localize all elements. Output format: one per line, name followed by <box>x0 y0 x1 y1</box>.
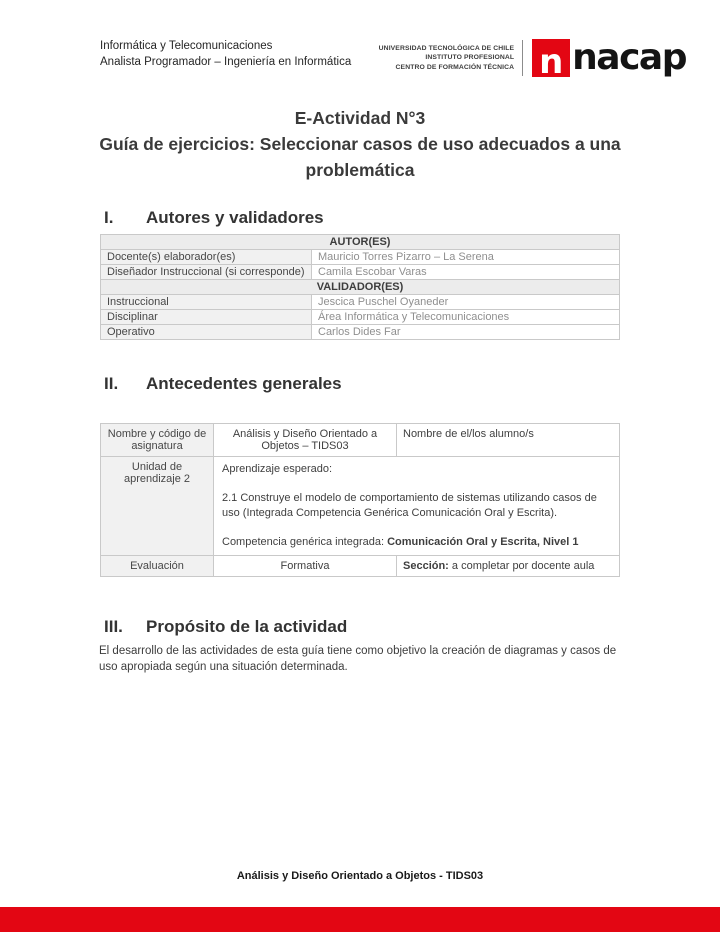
department-line-1: Informática y Telecomunicaciones <box>100 40 273 52</box>
inacap-wordmark: nacap <box>572 37 686 78</box>
section-ii-heading <box>104 374 720 394</box>
validadores-header-cell: VALIDADOR(ES) <box>101 280 620 295</box>
competencia-line <box>222 535 611 550</box>
logo-mark-letter: n <box>539 42 564 77</box>
aprendizaje-cell <box>214 457 620 556</box>
seccion-cell <box>397 556 620 577</box>
asignatura-value-cell: Análisis y Diseño Orientado a Objetos – TIDS03 <box>214 424 397 457</box>
table-row <box>101 457 620 556</box>
document-title-line-1: E-Actividad N°3 <box>294 108 426 128</box>
section-ii-number: II. <box>104 374 119 393</box>
competencia-prefix: Competencia genérica integrada: <box>222 536 388 548</box>
row-value: Camila Escobar Varas <box>312 265 620 280</box>
section-iii-heading <box>104 617 720 637</box>
table-row <box>101 424 620 457</box>
row-value: Carlos Dides Far <box>312 325 620 340</box>
autores-table <box>100 234 620 340</box>
row-label: Diseñador Instruccional (si corresponde) <box>101 265 312 280</box>
table-row <box>101 235 620 250</box>
footer-course-label: Análisis y Diseño Orientado a Objetos - TIDS03 <box>236 870 484 882</box>
evaluacion-label-cell: Evaluación <box>101 556 214 577</box>
logo-divider <box>522 40 523 76</box>
document-title <box>90 105 630 183</box>
antecedentes-table <box>100 423 620 577</box>
alumno-label-cell: Nombre de el/los alumno/s <box>397 424 620 457</box>
logo-org-text <box>379 44 515 73</box>
footer-red-bar <box>0 907 720 932</box>
unidad-label-cell: Unidad de aprendizaje 2 <box>101 457 214 556</box>
section-ii-title: Antecedentes generales <box>146 374 342 393</box>
asignatura-label-cell: Nombre y código de asignatura <box>101 424 214 457</box>
document-title-line-2: Guía de ejercicios: Seleccionar casos de uso adecuados a una problemática <box>99 134 621 180</box>
inacap-logo <box>379 39 686 77</box>
row-value: Área Informática y Telecomunicaciones <box>312 310 620 325</box>
inacap-logo-mark-icon <box>532 39 570 77</box>
competencia-bold: Comunicación Oral y Escrita, Nivel 1 <box>387 536 579 548</box>
section-iii-number: III. <box>104 617 123 636</box>
table-row <box>101 265 620 280</box>
department-line-2: Analista Programador – Ingeniería en Informática <box>100 56 352 68</box>
row-label: Disciplinar <box>101 310 312 325</box>
autores-header-cell: AUTOR(ES) <box>101 235 620 250</box>
logo-org-line-3: CENTRO DE FORMACIÓN TÉCNICA <box>395 63 515 71</box>
row-label: Docente(s) elaborador(es) <box>101 250 312 265</box>
row-label: Instruccional <box>101 295 312 310</box>
aprendizaje-title: Aprendizaje esperado: <box>222 463 333 475</box>
proposito-paragraph: El desarrollo de las actividades de esta guía tiene como objetivo la creación de diagramas y casos de uso apropiada según una situación determinada. <box>99 645 617 673</box>
table-row <box>101 556 620 577</box>
section-iii-title: Propósito de la actividad <box>146 617 348 636</box>
table-row <box>101 310 620 325</box>
seccion-rest: a completar por docente aula <box>448 560 595 572</box>
evaluacion-value-cell: Formativa <box>214 556 397 577</box>
table-row <box>101 295 620 310</box>
section-i-title: Autores y validadores <box>146 208 324 227</box>
row-label: Operativo <box>101 325 312 340</box>
row-value: Jescica Puschel Oyaneder <box>312 295 620 310</box>
seccion-bold: Sección: <box>403 560 449 572</box>
table-row <box>101 280 620 295</box>
section-i-number: I. <box>104 208 114 227</box>
table-row <box>101 325 620 340</box>
logo-org-line-2: INSTITUTO PROFESIONAL <box>425 54 515 62</box>
logo-org-line-1: UNIVERSIDAD TECNOLÓGICA DE CHILE <box>378 44 515 52</box>
section-i-heading <box>104 208 720 228</box>
table-row <box>101 250 620 265</box>
aprendizaje-text: 2.1 Construye el modelo de comportamiento de sistemas utilizando casos de uso (Integrada Competencia Genérica Comunicación Oral y Escrita). <box>222 492 597 519</box>
department-info <box>100 38 351 70</box>
page-header <box>0 0 720 77</box>
row-value: Mauricio Torres Pizarro – La Serena <box>312 250 620 265</box>
